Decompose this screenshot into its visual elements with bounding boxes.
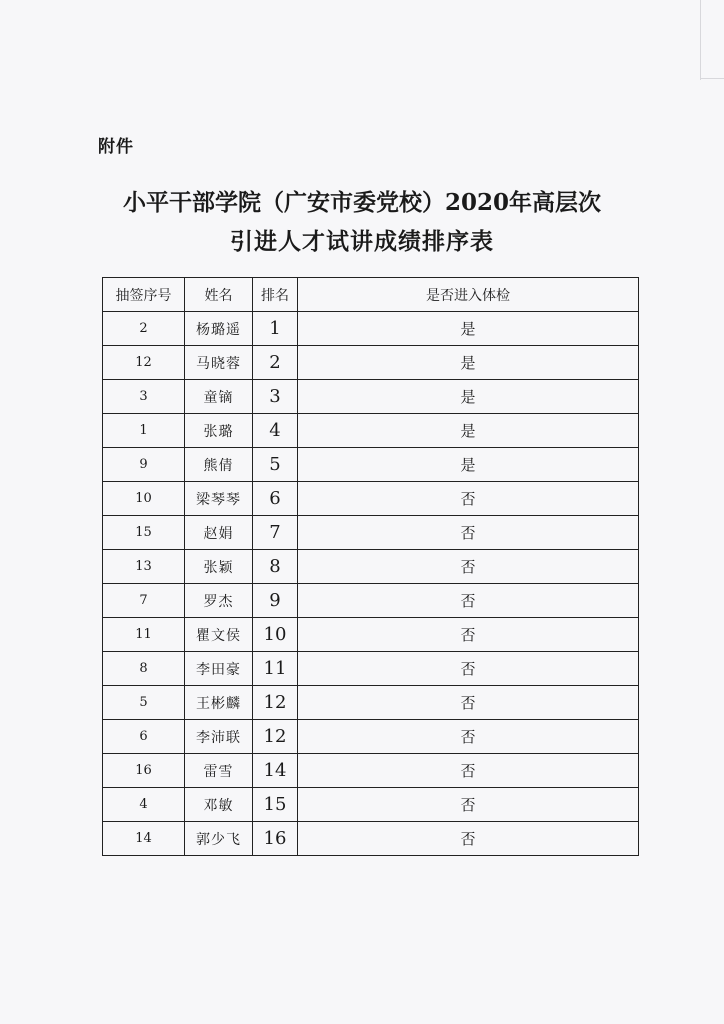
physical-exam-cell: 否	[298, 788, 639, 822]
physical-exam-cell: 是	[298, 414, 639, 448]
rank-cell: 9	[253, 584, 298, 618]
physical-exam-cell: 否	[298, 482, 639, 516]
draw-number-cell: 4	[103, 788, 185, 822]
draw-number-cell: 12	[103, 346, 185, 380]
physical-exam-cell: 否	[298, 618, 639, 652]
name-cell: 李田豪	[185, 652, 253, 686]
table-row	[103, 550, 639, 584]
name-cell: 王彬麟	[185, 686, 253, 720]
name-cell: 张颖	[185, 550, 253, 584]
draw-number-cell: 11	[103, 618, 185, 652]
document-title-line-1: 小平干部学院（广安市委党校）2020年高层次	[122, 189, 601, 216]
name-cell: 熊倩	[185, 448, 253, 482]
rank-cell: 2	[253, 346, 298, 380]
attachment-label: 附件	[98, 137, 134, 157]
table-row	[103, 720, 639, 754]
name-cell: 罗杰	[185, 584, 253, 618]
physical-exam-cell: 是	[298, 346, 639, 380]
table-row	[103, 754, 639, 788]
header-physical-exam: 是否进入体检	[298, 278, 639, 312]
draw-number-cell: 13	[103, 550, 185, 584]
rank-cell: 5	[253, 448, 298, 482]
physical-exam-cell: 是	[298, 312, 639, 346]
name-cell: 邓敏	[185, 788, 253, 822]
draw-number-cell: 14	[103, 822, 185, 856]
rank-cell: 6	[253, 482, 298, 516]
table-row	[103, 482, 639, 516]
name-cell: 马晓蓉	[185, 346, 253, 380]
name-cell: 杨璐遥	[185, 312, 253, 346]
draw-number-cell: 16	[103, 754, 185, 788]
draw-number-cell: 7	[103, 584, 185, 618]
table-row	[103, 380, 639, 414]
name-cell: 李沛联	[185, 720, 253, 754]
header-draw-number: 抽签序号	[103, 278, 185, 312]
document-title-line-2: 引进人才试讲成绩排序表	[230, 228, 494, 255]
physical-exam-cell: 是	[298, 380, 639, 414]
draw-number-cell: 1	[103, 414, 185, 448]
name-cell: 郭少飞	[185, 822, 253, 856]
rank-cell: 8	[253, 550, 298, 584]
table-row	[103, 584, 639, 618]
name-cell: 雷雪	[185, 754, 253, 788]
physical-exam-cell: 否	[298, 822, 639, 856]
rank-cell: 12	[253, 720, 298, 754]
physical-exam-cell: 否	[298, 652, 639, 686]
physical-exam-cell: 否	[298, 720, 639, 754]
physical-exam-cell: 否	[298, 584, 639, 618]
draw-number-cell: 2	[103, 312, 185, 346]
score-ranking-table	[102, 277, 639, 856]
table-row	[103, 686, 639, 720]
physical-exam-cell: 是	[298, 448, 639, 482]
draw-number-cell: 15	[103, 516, 185, 550]
table-row	[103, 448, 639, 482]
rank-cell: 3	[253, 380, 298, 414]
table-row	[103, 346, 639, 380]
rank-cell: 11	[253, 652, 298, 686]
table-row	[103, 618, 639, 652]
rank-cell: 1	[253, 312, 298, 346]
table-row	[103, 652, 639, 686]
table-row	[103, 822, 639, 856]
draw-number-cell: 8	[103, 652, 185, 686]
header-name: 姓名	[185, 278, 253, 312]
rank-cell: 14	[253, 754, 298, 788]
draw-number-cell: 5	[103, 686, 185, 720]
draw-number-cell: 6	[103, 720, 185, 754]
name-cell: 赵娟	[185, 516, 253, 550]
rank-cell: 15	[253, 788, 298, 822]
physical-exam-cell: 否	[298, 754, 639, 788]
physical-exam-cell: 否	[298, 516, 639, 550]
table-row	[103, 414, 639, 448]
rank-cell: 4	[253, 414, 298, 448]
draw-number-cell: 9	[103, 448, 185, 482]
rank-cell: 12	[253, 686, 298, 720]
table-body	[103, 312, 639, 856]
table-row	[103, 516, 639, 550]
header-rank: 排名	[253, 278, 298, 312]
name-cell: 童镝	[185, 380, 253, 414]
draw-number-cell: 3	[103, 380, 185, 414]
name-cell: 张璐	[185, 414, 253, 448]
page-edge-line	[700, 0, 701, 80]
rank-cell: 7	[253, 516, 298, 550]
table-row	[103, 788, 639, 822]
name-cell: 瞿文侯	[185, 618, 253, 652]
physical-exam-cell: 否	[298, 550, 639, 584]
table-header-row	[103, 278, 639, 312]
rank-cell: 10	[253, 618, 298, 652]
page-edge-line-horizontal	[700, 78, 724, 79]
physical-exam-cell: 否	[298, 686, 639, 720]
draw-number-cell: 10	[103, 482, 185, 516]
table-row	[103, 312, 639, 346]
name-cell: 梁琴琴	[185, 482, 253, 516]
rank-cell: 16	[253, 822, 298, 856]
